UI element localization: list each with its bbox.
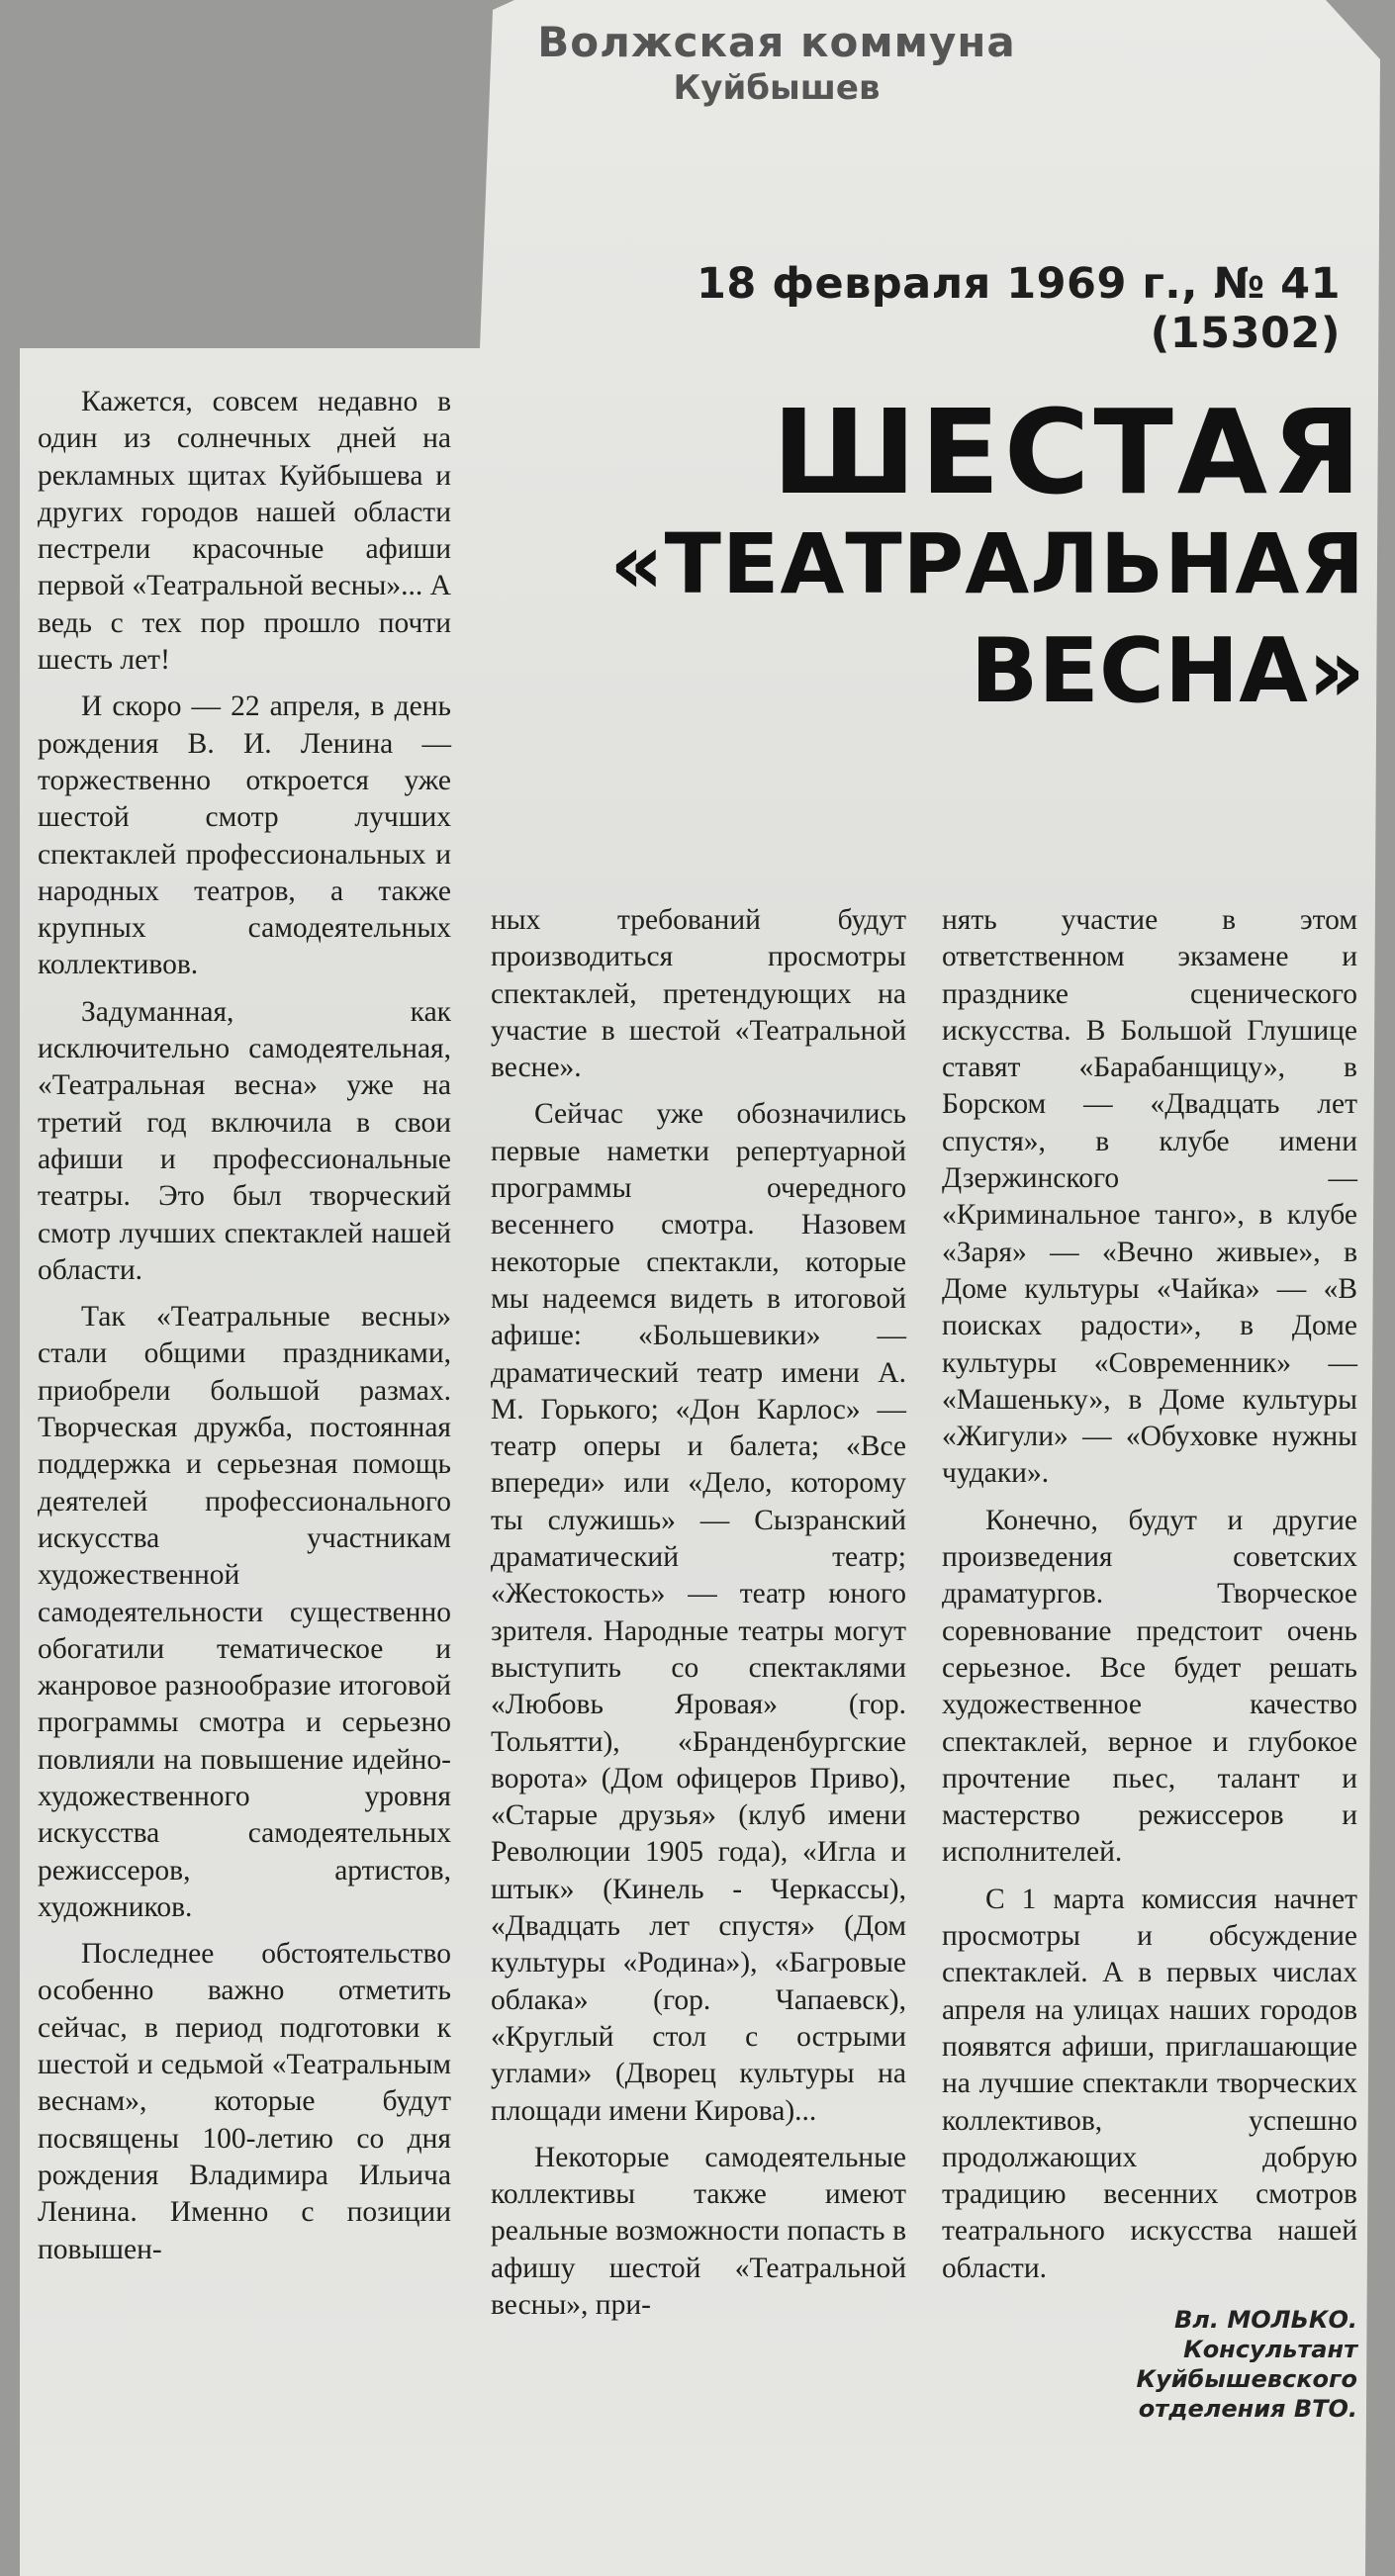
article-headline [594, 384, 1365, 723]
author-affiliation: Куйбышевского [1136, 2364, 1357, 2393]
newspaper-city: Куйбышев [673, 68, 881, 108]
paragraph: С 1 марта комиссия начнет просмотры и обсуждение спектаклей. А в первых числах апреля на улицах наших городов появятся афиши, приглашающие на лучшие спектакли творческих коллективов, успешно продолжающих добрую традицию весенних смотров театрального искусства нашей области. [942, 1883, 1357, 2284]
paragraph: И скоро — 22 апреля, в день рождения В. И. Ленина — торжественно откроется уже шестой смотр лучших спектаклей профессиональных и народных театров, а также крупных самодеятельных коллективов. [38, 690, 451, 981]
author-signature [942, 2305, 1357, 2424]
paragraph: ных требований будут производиться просмотры спектаклей, претендующих на участие в шестой «Театральной весне». [491, 904, 906, 1084]
issue-dateline: 18 февраля 1969 г., № 41 (15302) [696, 259, 1341, 358]
paragraph: Сейчас уже обозначились первые наметки репертуарной программы очередного весеннего смотра. Назовем некоторые спектакли, которые мы надеемся видеть в итоговой афише: «Большевики» — драматический театр имени А. М. Горького; «Дон Карлос» — театр оперы и балета; «Все впереди» или «Дело, которому ты служишь» — Сызранский драматический театр; «Жестокость» — театр юного зрителя. Народные театры могут выступить со спектаклями «Любовь Яровая» (гор. Тольятти), «Бранденбургские ворота» (Дом офицеров Приво), «Старые друзья» (клуб имени Революции 1905 года), «Игла и штык» (Кинель - Черкассы), «Двадцать лет спустя» (Дом культуры «Родина»), «Багровые облака» (гор. Чапаевск), «Круглый стол с острыми углами» (Дворец культуры на площади имени Кирова)... [491, 1098, 906, 2127]
paragraph: Последнее обстоятельство особенно важно отметить сейчас, в период подготовки к шестой и седьмой «Театральным веснам», которые будут посвящены 100-летию со дня рождения Владимира Ильича Ленина. Именно с позиции повышен- [38, 1938, 451, 2265]
article-column-1 [38, 384, 451, 2278]
headline-line-1: ШЕСТАЯ [772, 384, 1365, 520]
headline-line-2: «ТЕАТРАЛЬНАЯ [609, 515, 1365, 612]
paragraph: Задуманная, как исключительно самодеятельная, «Театральная весна» уже на третий год включила в свои афиши и профессиональные театры. Это был творческий смотр лучших спектаклей нашей области. [38, 995, 451, 1286]
article-column-3 [942, 902, 1357, 2424]
paragraph: нять участие в этом ответственном экзамене и празднике сценического искусства. В Большой Глушице ставят «Барабанщицу», в Борском — «Двадцать лет спустя», в клубе имени Дзержинского — «Криминальное танго», в клубе «Заря» — «Вечно живые», в Доме культуры «Чайка» — «В поисках радости», в Доме культуры «Современник» — «Машеньку», в Доме культуры «Жигули» — «Обуховке нужны чудаки». [942, 904, 1357, 1490]
author-organization: отделения ВТО. [1138, 2394, 1357, 2423]
author-name: Вл. МОЛЬКО. [1174, 2305, 1357, 2334]
masthead-stamp [529, 18, 1024, 108]
newspaper-name: Волжская коммуна [537, 18, 1016, 66]
paragraph: Конечно, будут и другие произведения советских драматургов. Творческое соревнование предстоит очень серьезное. Все будет решать художественное качество спектаклей, верное и глубокое прочтение пьес, талант и мастерство режиссеров и исполнителей. [942, 1504, 1357, 1869]
author-title: Консультант [1183, 2335, 1357, 2363]
paragraph: Некоторые самодеятельные коллективы также имеют реальные возможности попасть в афишу шестой «Театральной весны», при- [491, 2141, 906, 2321]
headline-line-3: ВЕСНА» [970, 619, 1365, 723]
article-column-2 [491, 902, 906, 2334]
paragraph: Кажется, совсем недавно в один из солнечных дней на рекламных щитах Куйбышева и других городов нашей области пестрели красочные афиши первой «Театральной весны»... А ведь с тех пор прошло почти шесть лет! [38, 386, 451, 677]
paragraph: Так «Театральные весны» стали общими праздниками, приобрели большой размах. Творческая дружба, постоянная поддержка и серьезная помощь деятелей профессионального искусства участникам художественной самодеятельности существенно обогатили тематическое и жанровое разнообразие итоговой программы смотра и серьезно повлияли на повышение идейно-художественного уровня искусства самодеятельных режиссеров, артистов, художников. [38, 1301, 451, 1923]
